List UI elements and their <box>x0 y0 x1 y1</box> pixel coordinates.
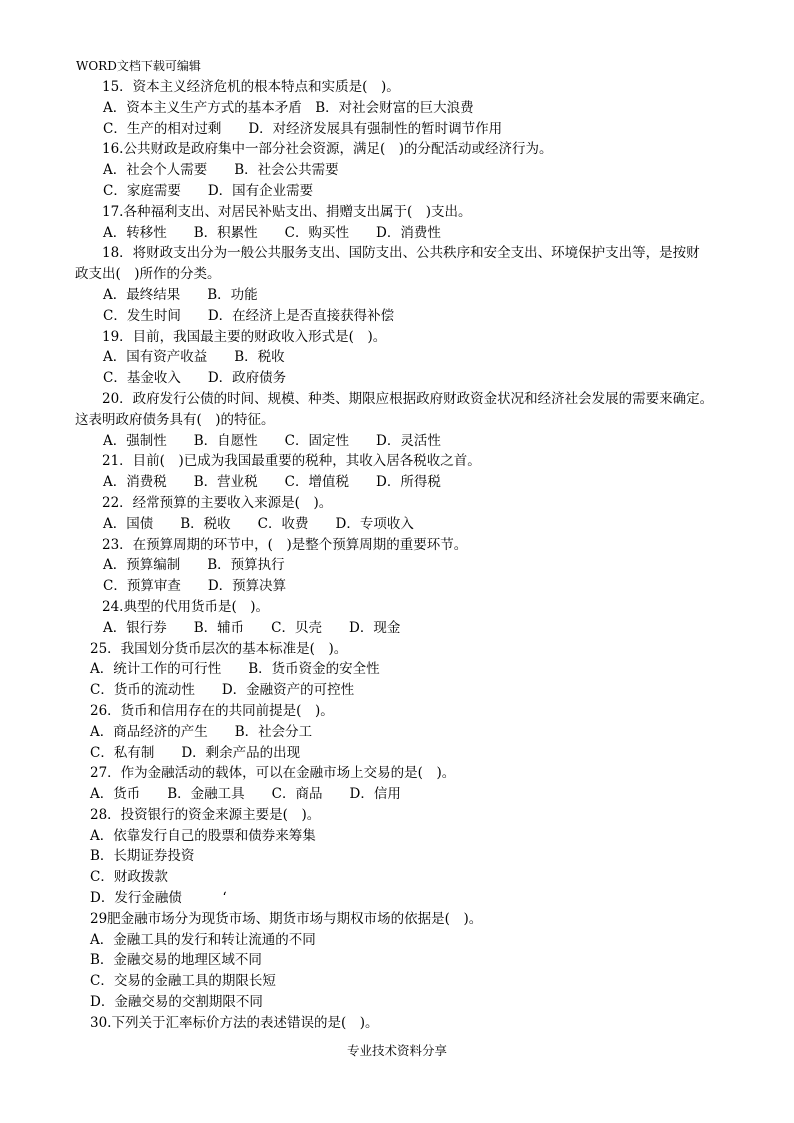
text-line: A．资本主义生产方式的基本矛盾 B．对社会财富的巨大浪费 <box>103 99 474 116</box>
text-line: 16.公共财政是政府集中一部分社会资源，满足( )的分配活动或经济行为。 <box>102 141 553 158</box>
text-line: 23．在预算周期的环节中，( )是整个预算周期的重要环节。 <box>102 536 468 553</box>
text-line: C．家庭需要 D．国有企业需要 <box>103 182 314 199</box>
text-line: 19．目前，我国最主要的财政收入形式是( )。 <box>102 328 387 345</box>
page-footer: 专业技术资料分享 <box>346 1043 447 1058</box>
text-line: C．生产的相对过剩 D．对经济发展具有强制性的暂时调节作用 <box>103 120 503 137</box>
text-line: 17.各种福利支出、对居民补贴支出、捐赠支出属于( )支出。 <box>102 203 472 220</box>
text-line: 27．作为金融活动的载体，可以在金融市场上交易的是( )。 <box>90 765 456 782</box>
text-line: C．预算审查 D．预算决算 <box>103 578 287 595</box>
text-line: 30.下列关于汇率标价方法的表述错误的是( )。 <box>90 1014 379 1031</box>
text-line: C．货币的流动性 D．金融资产的可控性 <box>90 682 355 699</box>
text-line: C．私有制 D．剩余产品的出现 <box>90 744 301 761</box>
text-line: C．财政拨款 <box>90 869 168 886</box>
text-line: A．金融工具的发行和转让流通的不同 <box>90 931 316 948</box>
text-line: A．依靠发行自己的股票和债券来筹集 <box>90 827 316 844</box>
text-line: 20．政府发行公债的时间、规模、种类、期限应根据政府财政资金状况和经济社会发展的需要来确定。 <box>102 390 714 407</box>
text-line: C．发生时间 D．在经济上是否直接获得补偿 <box>103 307 395 324</box>
text-line: D．金融交易的交割期限不同 <box>90 994 263 1011</box>
text-line: 28．投资银行的资金来源主要是( )。 <box>90 806 321 823</box>
text-line: A．统计工作的可行性 B．货币资金的安全性 <box>90 661 380 678</box>
text-line: C．基金收入 D．政府债务 <box>103 370 287 387</box>
text-line: 18．将财政支出分为一般公共服务支出、国防支出、公共秩序和安全支出、环境保护支出等，是按财 <box>102 245 700 262</box>
text-line: A．货币 B．金融工具 C．商品 D．信用 <box>90 786 401 803</box>
text-line: A．强制性 B．自愿性 C．固定性 D．灵活性 <box>103 432 441 449</box>
document-body <box>75 77 785 1034</box>
text-line: 25．我国划分货币层次的基本标准是( )。 <box>90 640 348 657</box>
text-line: A．预算编制 B．预算执行 <box>103 557 285 574</box>
text-line: A．转移性 B．积累性 C．购买性 D．消费性 <box>103 224 441 241</box>
text-line: 这表明政府债务具有( )的特征。 <box>75 411 275 428</box>
text-line: A．最终结果 B．功能 <box>103 286 258 303</box>
text-line: A．国债 B．税收 C．收费 D．专项收入 <box>103 515 414 532</box>
text-line: B．金融交易的地理区域不同 <box>90 952 262 969</box>
text-line: 24.典型的代用货币是( )。 <box>102 598 270 615</box>
text-line: 29肥金融市场分为现货市场、期货市场与期权市场的依据是( )。 <box>90 910 483 927</box>
text-line: A．社会个人需要 B．社会公共需要 <box>103 162 339 179</box>
text-line: 21．目前( )已成为我国最重要的税种，其收入居各税收之首。 <box>102 453 481 470</box>
text-line: B．长期证券投资 <box>90 848 195 865</box>
text-line: A．银行券 B．辅币 C．贝壳 D．现金 <box>103 619 401 636</box>
text-line: 15．资本主义经济危机的根本特点和实质是( )。 <box>102 79 400 95</box>
text-line: D．发行金融债 ‘ <box>90 890 227 907</box>
text-line: 22．经常预算的主要收入来源是( )。 <box>102 494 333 511</box>
text-line: C．交易的金融工具的期限长短 <box>90 973 276 990</box>
page-header: WORD文档下载可编辑 <box>76 59 201 73</box>
text-line: 政支出( )所作的分类。 <box>75 266 221 283</box>
text-line: A．消费税 B．营业税 C．增值税 D．所得税 <box>103 474 441 491</box>
text-line: 26．货币和信用存在的共同前提是( )。 <box>90 702 334 719</box>
text-line: A．国有资产收益 B．税收 <box>103 349 285 366</box>
text-line: A．商品经济的产生 B．社会分工 <box>90 723 313 740</box>
